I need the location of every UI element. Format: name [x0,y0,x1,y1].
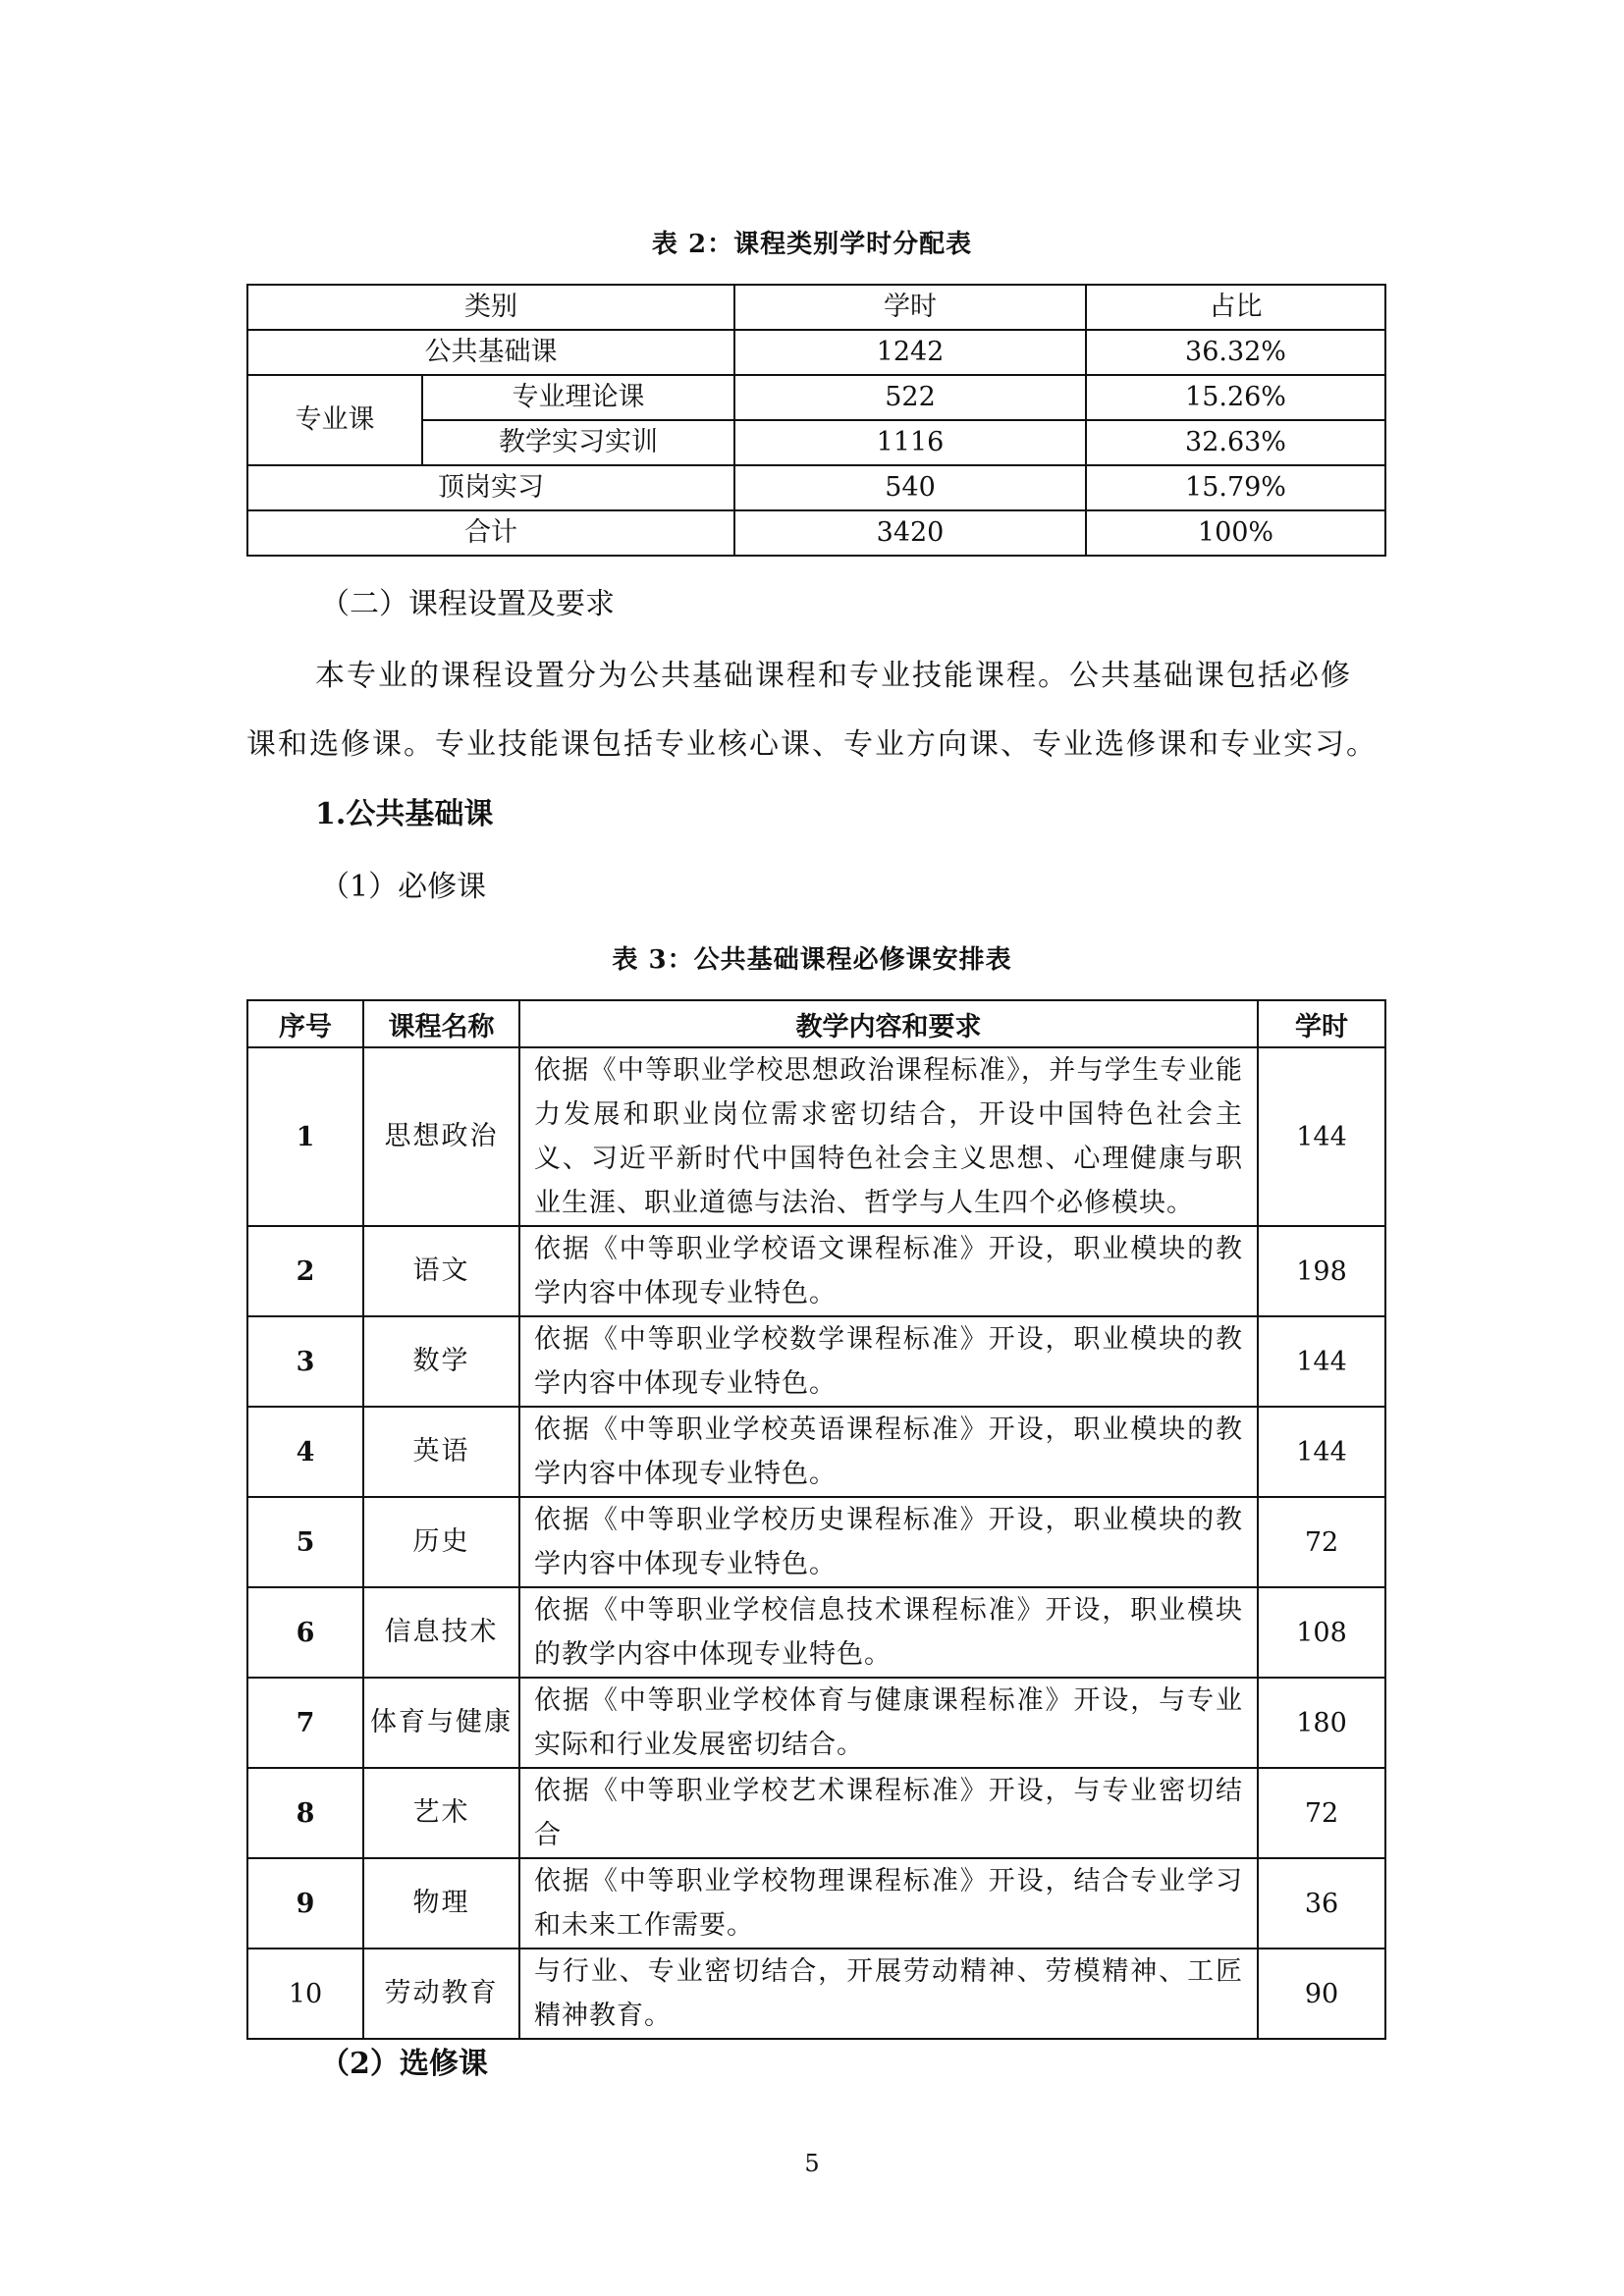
row-hours: 144 [1258,1316,1385,1407]
row-label: 公共基础课 [247,330,734,375]
row-ratio: 36.32% [1086,330,1385,375]
row-ratio: 100% [1086,510,1385,556]
row-label: 专业理论课 [422,375,734,420]
row-no: 1 [247,1047,363,1226]
table-row [247,1047,1385,1226]
required-courses-table [246,999,1386,2040]
table-row [247,1316,1385,1407]
table-row [247,1407,1385,1497]
row-content: 依据《中等职业学校思想政治课程标准》，并与学生专业能力发展和职业岗位需求密切结合，开设中国特色社会主义、习近平新时代中国特色社会主义思想、心理健康与职业生涯、职业道德与法治、哲学与人生四个必修模块。 [519,1047,1258,1226]
table-row [247,330,1385,375]
row-course-name: 思想政治 [363,1047,519,1226]
row-hours: 144 [1258,1407,1385,1497]
table-header-row [247,1000,1385,1047]
header-content: 教学内容和要求 [519,1000,1258,1047]
row-course-name: 英语 [363,1407,519,1497]
row-hours: 144 [1258,1047,1385,1226]
section-heading: （二）课程设置及要求 [320,587,615,621]
subsection-heading: 1.公共基础课 [315,797,494,831]
page-number: 5 [804,2150,820,2177]
row-content: 与行业、专业密切结合，开展劳动精神、劳模精神、工匠精神教育。 [519,1949,1258,2039]
row-no: 5 [247,1497,363,1587]
table-row [247,1768,1385,1858]
professional-group-label: 专业课 [247,375,422,465]
row-content: 依据《中等职业学校英语课程标准》开设，职业模块的教学内容中体现专业特色。 [519,1407,1258,1497]
table-row [247,375,1385,420]
table-row [247,1587,1385,1678]
row-hours: 90 [1258,1949,1385,2039]
row-content: 依据《中等职业学校物理课程标准》开设，结合专业学习和未来工作需要。 [519,1858,1258,1949]
header-category: 类别 [247,285,734,330]
course-category-hours-table [246,284,1386,557]
row-ratio: 15.26% [1086,375,1385,420]
row-no: 4 [247,1407,363,1497]
row-no: 10 [247,1949,363,2039]
table-row [247,1497,1385,1587]
row-content: 依据《中等职业学校信息技术课程标准》开设，职业模块的教学内容中体现专业特色。 [519,1587,1258,1678]
table3-caption: 表 3：公共基础课程必修课安排表 [612,945,1012,975]
row-hours: 72 [1258,1497,1385,1587]
header-hours: 学时 [1258,1000,1385,1047]
row-course-name: 艺术 [363,1768,519,1858]
row-no: 7 [247,1678,363,1768]
row-hours: 1116 [734,420,1086,465]
row-hours: 3420 [734,510,1086,556]
row-label: 合计 [247,510,734,556]
row-course-name: 劳动教育 [363,1949,519,2039]
table-row [247,1226,1385,1316]
row-hours: 36 [1258,1858,1385,1949]
row-course-name: 历史 [363,1497,519,1587]
row-label: 顶岗实习 [247,465,734,510]
row-course-name: 物理 [363,1858,519,1949]
row-hours: 198 [1258,1226,1385,1316]
row-ratio: 32.63% [1086,420,1385,465]
row-hours: 180 [1258,1678,1385,1768]
table-row [247,1949,1385,2039]
row-no: 8 [247,1768,363,1858]
paragraph-line-2: 课和选修课。专业技能课包括专业核心课、专业方向课、专业选修课和专业实习。 [246,727,1378,762]
table-header-row [247,285,1385,330]
table-row [247,465,1385,510]
row-content: 依据《中等职业学校体育与健康课程标准》开设，与专业实际和行业发展密切结合。 [519,1678,1258,1768]
row-course-name: 数学 [363,1316,519,1407]
row-course-name: 语文 [363,1226,519,1316]
table-row [247,1858,1385,1949]
elective-course-heading: （2）选修课 [320,2047,488,2081]
table-row [247,510,1385,556]
row-content: 依据《中等职业学校语文课程标准》开设，职业模块的教学内容中体现专业特色。 [519,1226,1258,1316]
table2-caption: 表 2：课程类别学时分配表 [651,230,973,259]
row-course-name: 信息技术 [363,1587,519,1678]
row-no: 9 [247,1858,363,1949]
required-course-heading: （1）必修课 [320,870,487,904]
row-hours: 108 [1258,1587,1385,1678]
row-no: 6 [247,1587,363,1678]
row-course-name: 体育与健康 [363,1678,519,1768]
table-row [247,1678,1385,1768]
row-hours: 72 [1258,1768,1385,1858]
row-no: 2 [247,1226,363,1316]
row-no: 3 [247,1316,363,1407]
header-course-name: 课程名称 [363,1000,519,1047]
header-hours: 学时 [734,285,1086,330]
paragraph-line-1: 本专业的课程设置分为公共基础课程和专业技能课程。公共基础课包括必修 [315,659,1352,693]
row-hours: 540 [734,465,1086,510]
row-hours: 1242 [734,330,1086,375]
row-hours: 522 [734,375,1086,420]
row-ratio: 15.79% [1086,465,1385,510]
row-content: 依据《中等职业学校历史课程标准》开设，职业模块的教学内容中体现专业特色。 [519,1497,1258,1587]
row-content: 依据《中等职业学校艺术课程标准》开设，与专业密切结合 [519,1768,1258,1858]
row-label: 教学实习实训 [422,420,734,465]
header-ratio: 占比 [1086,285,1385,330]
row-content: 依据《中等职业学校数学课程标准》开设，职业模块的教学内容中体现专业特色。 [519,1316,1258,1407]
header-no: 序号 [247,1000,363,1047]
